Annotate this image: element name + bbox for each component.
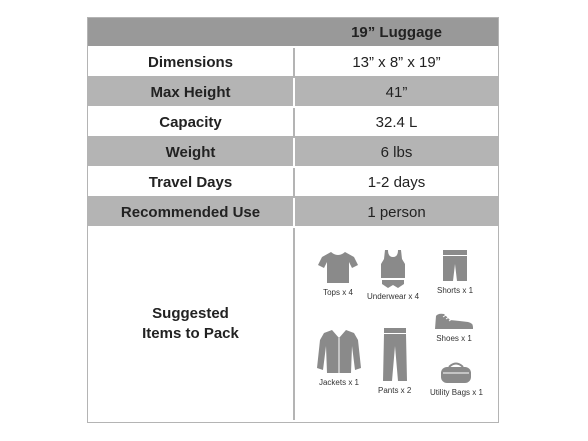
table-row-dimensions (88, 48, 498, 78)
packing-item-utility-bags (430, 362, 483, 397)
packing-item-shoes (434, 310, 474, 343)
suggested-label-line1: Suggested (152, 305, 229, 322)
row-label: Capacity (88, 108, 295, 136)
table-header-row (88, 18, 498, 48)
row-value: 13” x 8” x 19” (352, 53, 441, 71)
row-label: Weight (88, 138, 295, 166)
row-label: Dimensions (88, 48, 295, 76)
item-caption: Underwear x 4 (367, 292, 420, 301)
row-label: Travel Days (88, 168, 295, 196)
t-shirt-icon (318, 250, 358, 284)
item-caption: Utility Bags x 1 (430, 388, 483, 397)
packing-item-pants (378, 328, 411, 395)
packing-item-jackets (317, 328, 361, 387)
jacket-icon (317, 328, 361, 374)
table-row-capacity (88, 108, 498, 138)
item-caption: Jackets x 1 (318, 378, 359, 387)
tank-top-icon (378, 250, 408, 288)
table-row-travel-days (88, 168, 498, 198)
row-value: 6 lbs (380, 143, 413, 161)
item-caption: Pants x 2 (378, 386, 412, 395)
row-label: Recommended Use (88, 198, 295, 226)
table-row-max-height (88, 78, 498, 108)
packing-item-tops (318, 250, 358, 297)
row-value: 32.4 L (375, 113, 418, 131)
item-caption: Shoes x 1 (436, 334, 472, 343)
table-row-suggested-items (88, 228, 498, 420)
row-value: 1-2 days (367, 173, 426, 191)
packing-item-shorts (437, 250, 473, 295)
header-empty-cell (88, 18, 295, 46)
shoe-icon (434, 310, 474, 330)
packing-item-underwear (367, 250, 419, 301)
item-caption: Tops x 4 (323, 288, 353, 297)
shorts-icon (442, 250, 468, 282)
duffel-bag-icon (439, 362, 473, 384)
row-value: 41” (385, 83, 408, 101)
packing-items-grid (295, 228, 498, 420)
pants-icon (382, 328, 408, 382)
product-title: 19” Luggage (351, 23, 442, 41)
table-row-recommended-use (88, 198, 498, 228)
suggested-items-label (88, 228, 295, 420)
item-caption: Shorts x 1 (437, 286, 474, 295)
suggested-label-line2: Items to Pack (142, 325, 239, 342)
luggage-spec-table (87, 17, 499, 423)
row-value: 1 person (367, 203, 426, 221)
row-label: Max Height (88, 78, 295, 106)
table-row-weight (88, 138, 498, 168)
